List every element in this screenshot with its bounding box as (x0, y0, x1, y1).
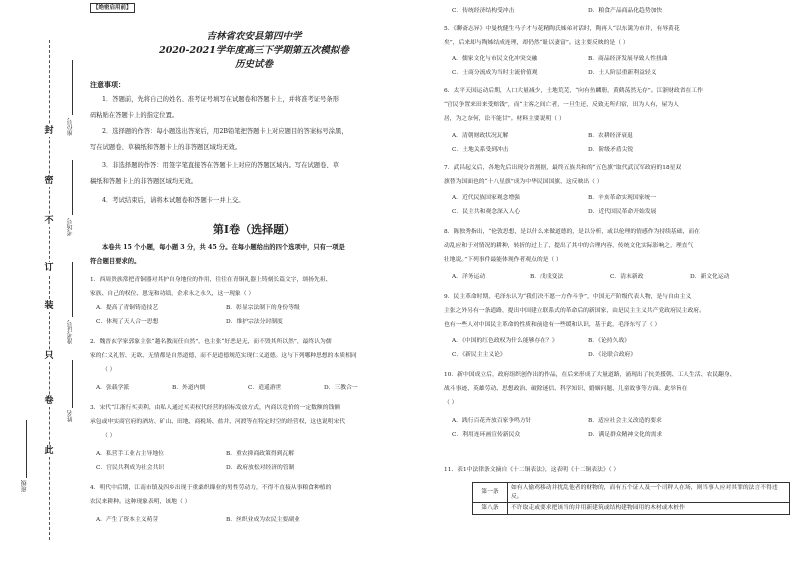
question-6-option-a[interactable]: A．清朝财政状况瓦解 (452, 133, 509, 139)
question-7-option-d[interactable]: D．近代国民革命开始发展 (588, 209, 657, 215)
question-9-stem: 主张之外另有一条道路，提出中国建立联系式的革命后的新国家，由是民主主义共产党政府民主政府。 (444, 308, 705, 314)
question-9-option-b[interactable]: B．《论持久战》 (588, 338, 630, 344)
question-11-table (472, 482, 790, 515)
question-9-option-c[interactable]: C．《新民主主义论》 (452, 352, 506, 358)
question-5-option-c[interactable]: C．士商分流成为当时主流价值观 (452, 70, 538, 76)
exam-room-label: 考场号 (67, 218, 74, 236)
question-4-stem: 4．明代中后期，江南市镇及四乡出现于重桑织缫业的男性劳动力，不得不直接从事粮食种植的 (90, 485, 332, 491)
notice-line: 1．答题前，先将自己的姓名、准考证号填写在试题卷和答题卡上，并将准考证号条形 (102, 96, 339, 103)
class-label: 班级 (21, 480, 28, 492)
notice-line: 3．非选择题的作答：用签字笔直接答在答题卡上对应的答题区域内。写在试题卷、草 (102, 162, 339, 169)
admission-number-line[interactable] (72, 262, 73, 317)
question-7-option-b[interactable]: B．辛亥革命实现国家统一 (588, 195, 657, 201)
seal-char: 此 (38, 445, 60, 457)
question-3-stem: 承包或申实商官府的酒坊、矿山、田地、商税场、盐井、河渡等在特定时空的经营权，这也说明宋代 (90, 419, 346, 425)
seal-char: 密 (38, 175, 60, 187)
question-4-option-d[interactable]: D．粮食产品商品化趋势加快 (588, 8, 663, 14)
secret-badge: 【绝密启用前】 (90, 3, 135, 13)
table-row (473, 483, 790, 503)
question-8-option-a[interactable]: A．洋务运动 (452, 274, 486, 280)
question-10-option-b[interactable]: B．适应社会主义改造的要求 (588, 418, 662, 424)
seat-number-line[interactable] (72, 60, 73, 115)
question-8-stem: 壮地说。”下列事件最能体现作者观点的是（ ） (444, 257, 562, 263)
question-9-option-d[interactable]: D．《论联合政府》 (588, 352, 637, 358)
name-line[interactable] (72, 360, 73, 408)
question-7-stem: 7．武昌起义后，各地先后出现分省割据，最终五族共和的“五色旗”取代武汉军政府的18星双 (444, 165, 682, 171)
question-3-option-d[interactable]: D．政府放松对经济的管制 (226, 465, 295, 471)
question-10-stem: 战斗事迹、英雄劳动、思想政治、破除迷信、科学知识、婚姻问题、儿童故事等方面。此举旨在 (444, 386, 688, 392)
question-4-option-a[interactable]: A．产生了资本主义萌芽 (96, 517, 159, 523)
question-6-stem: 6．太平天国运动后期，人口大量减少，土地荒芜，“向有鱼麟册，黄鹤荡然无存”。江浙财政省在工作 (444, 88, 703, 94)
question-2-stem: （ ） (102, 367, 116, 373)
question-2-option-b[interactable]: B．外道内儒 (172, 385, 206, 391)
question-3-option-c[interactable]: C．官民共利成为社会共识 (96, 465, 165, 471)
school-name: 吉林省农安县第四中学 (206, 31, 302, 42)
notice-line: 写在试题卷、草稿纸和答题卡上的非答题区域均无效。 (90, 144, 242, 151)
name-label: 姓名 (67, 410, 74, 422)
table-row (473, 503, 790, 515)
question-5-stem: 矣”，后来却与陶姊结成连理，却仍然“耻以妻富”。这主要反映的是（ ） (444, 40, 629, 46)
table-cell-key: 第一条 (473, 483, 508, 503)
question-10-stem: （ ） (444, 400, 458, 406)
question-9-option-a[interactable]: A．《中国的红色政权为什么能够存在？》 (452, 338, 558, 344)
seal-char: 只 (38, 350, 60, 362)
notice-line: 码粘贴在答题卡上的指定位置。 (90, 112, 179, 119)
question-8-stem: 动乱应和于对情况的耕种，转折的过上了，提出了其中的合理内容，传统文化实际影响之，理直气 (444, 243, 694, 249)
question-1-option-b[interactable]: B．彰显宗法制下的身份等级 (226, 305, 300, 311)
question-1-stem: 家族、自己的权位、恩宠和功绩，企求永之永久，这一现象（ ） (90, 291, 255, 297)
question-8-stem: 8．陈独秀指出，“伦敦思想，是以什么来做道德的，是以分析，或以伦理的情感作为持续基础，而在 (444, 229, 700, 235)
seal-char: 不 (38, 215, 60, 227)
admission-number-label: 准考证号 (67, 320, 74, 344)
section-title: 第Ⅰ卷（选择题） (212, 223, 296, 236)
question-7-stem: 旗替为国面也的“十八星旗”成为中华民国国旗，这反映出（ ） (444, 179, 603, 185)
question-6-option-b[interactable]: B．农耕经济衰退 (588, 133, 633, 139)
question-5-option-d[interactable]: D．士人阶层重新利益轻义 (588, 70, 657, 76)
question-2-option-a[interactable]: A．张载学派 (96, 385, 130, 391)
question-6-option-c[interactable]: C．土地关系受到冲击 (452, 147, 509, 153)
question-4-option-b[interactable]: B．丝织业成为农民主要副业 (226, 517, 300, 523)
question-9-stem: 也有一些人对中国民主革命的性质和前途有一些缓和认识，基于此，毛泽东写了（ ） (444, 322, 661, 328)
exam-subject: 历史试卷 (234, 59, 273, 70)
left-column (84, 0, 424, 562)
notice-line: 4．考试结束后，请将本试题卷和答题卡一并上交。 (102, 197, 245, 204)
question-2-option-d[interactable]: D．三教合一 (324, 385, 358, 391)
question-11-stem: 11．表1中法律条文摘自《十二铜表法》，这表明《十二铜表法》（ ） (444, 467, 620, 473)
table-cell-text: 不许取走或要求把该当的并用新建筑或结构建物园用的木材或木桩作 (508, 503, 790, 515)
question-1-option-d[interactable]: D．维护宗法分封制度 (226, 319, 283, 325)
question-2-stem: 家的仁义礼智、无欲、无情都是自然道德，而不是道德规范实现仁义道德。这与下列哪种思想的本质相同 (90, 353, 357, 359)
question-6-option-d[interactable]: D．阶级矛盾尖锐 (588, 147, 634, 153)
question-3-stem: （ ） (102, 433, 116, 439)
seal-char: 封 (38, 125, 60, 137)
question-2-option-c[interactable]: C．逍遥游世 (248, 385, 282, 391)
question-2-stem: 2．魏晋玄学家郭象主张“越名教而任自然”，也主张“好恶是无，而不毁其所以然”，最终认为儒 (90, 339, 332, 345)
seat-number-label: 座位号 (67, 118, 74, 136)
seal-line (49, 40, 50, 540)
question-9-stem: 9．民主革命时期，毛泽东认为“我们决不愿一方作斗争”，中国无产阶级代表人物，是与自由主义 (444, 294, 692, 300)
question-8-option-b[interactable]: B．戊戌变法 (530, 274, 564, 280)
exam-term: 2020-2021学年度高三下学期第五次模拟卷 (159, 45, 349, 56)
question-4-option-c[interactable]: C．传统经济结构受冲击 (452, 8, 515, 14)
question-4-stem: 农民来耕种。这种现象表明，该地（ ） (90, 499, 191, 505)
question-3-stem: 3．宋代“江浙行买卖利，由私人通过买卖权代经营的招标发放方式，内商以竞价的一定数额的钱额 (90, 405, 341, 411)
question-5-option-a[interactable]: A．儒家文化与市民文化冲突交融 (452, 56, 538, 62)
seal-char: 装 (38, 300, 60, 312)
notice-title: 注意事项： (90, 80, 125, 89)
question-8-option-d[interactable]: D．新文化运动 (690, 274, 730, 280)
binding-margin (0, 0, 84, 562)
question-10-option-c[interactable]: C．利用连环画宣传新民众 (452, 432, 521, 438)
question-10-stem: 10．新中国成立后，政府组织创作出的作品，在后来形成了大量道路，涌现出了抗美援朝、工人生活、农民翻身、 (444, 372, 736, 378)
notice-line: 稿纸和答题卡上的非答题区域均无效。 (90, 178, 198, 185)
question-7-option-a[interactable]: A．近代民族国家观念增强 (452, 195, 520, 201)
question-6-stem: 居，为之奈何，讼不能甘”。材料主要说明（ ） (444, 116, 565, 122)
question-3-option-a[interactable]: A．私营手工业占主导地位 (96, 451, 164, 457)
question-10-option-d[interactable]: D．满足群众精神文化的需求 (588, 432, 663, 438)
exam-room-line[interactable] (72, 160, 73, 215)
question-6-stem: “官民争置来田来受赔钱”，而“主客之间亡者，一旦生还，反致无所归宿，田为人有，屋为人 (444, 102, 679, 108)
right-column (440, 0, 794, 562)
section-intro: 符合题目要求的。 (90, 258, 141, 265)
question-10-option-a[interactable]: A．践行百花齐放百家争鸣方针 (452, 418, 532, 424)
question-5-stem: 5．《聊斋志异》中曼枕健生马子才与花精陶氏姊弟对话时，陶再人“以东篱为市井，有辱黄花 (444, 26, 680, 32)
question-3-option-b[interactable]: B．重农抑商政策得到瓦解 (226, 451, 295, 457)
table-cell-text: 如有人偷鸡移动并扰乱他者的财物的，而有五个证人及一个司秤人在场，则当事人应对其罪的法言不得违反。 (508, 483, 790, 503)
class-line[interactable] (26, 420, 27, 478)
notice-line: 2．选择题的作答：每小题选出答案后，用2B铅笔把答题卡上对应题目的答案标号涂黑， (102, 128, 348, 135)
seal-char: 卷 (38, 395, 60, 407)
question-1-stem: 1．西周贵族常把青铜器对其护自身地位的作用，往往在青铜礼器上铸刻长篇文字，颂扬先祖、 (90, 277, 332, 283)
question-5-option-b[interactable]: B．商品经济发展导致人性扭曲 (588, 56, 668, 62)
section-intro: 本卷共 15 个小题，每小题 3 分，共 45 分。在每小题给出的四个选项中，只有一项是 (102, 244, 345, 251)
question-1-option-a[interactable]: A．提高了青铜铸造技艺 (96, 305, 159, 311)
table-cell-key: 第八条 (473, 503, 508, 515)
question-7-option-c[interactable]: C．民主共和观念深入人心 (452, 209, 521, 215)
question-1-option-c[interactable]: C．体现了天人合一思想 (96, 319, 159, 325)
seal-char: 订 (38, 262, 60, 274)
question-8-option-c[interactable]: C．清末新政 (610, 274, 644, 280)
